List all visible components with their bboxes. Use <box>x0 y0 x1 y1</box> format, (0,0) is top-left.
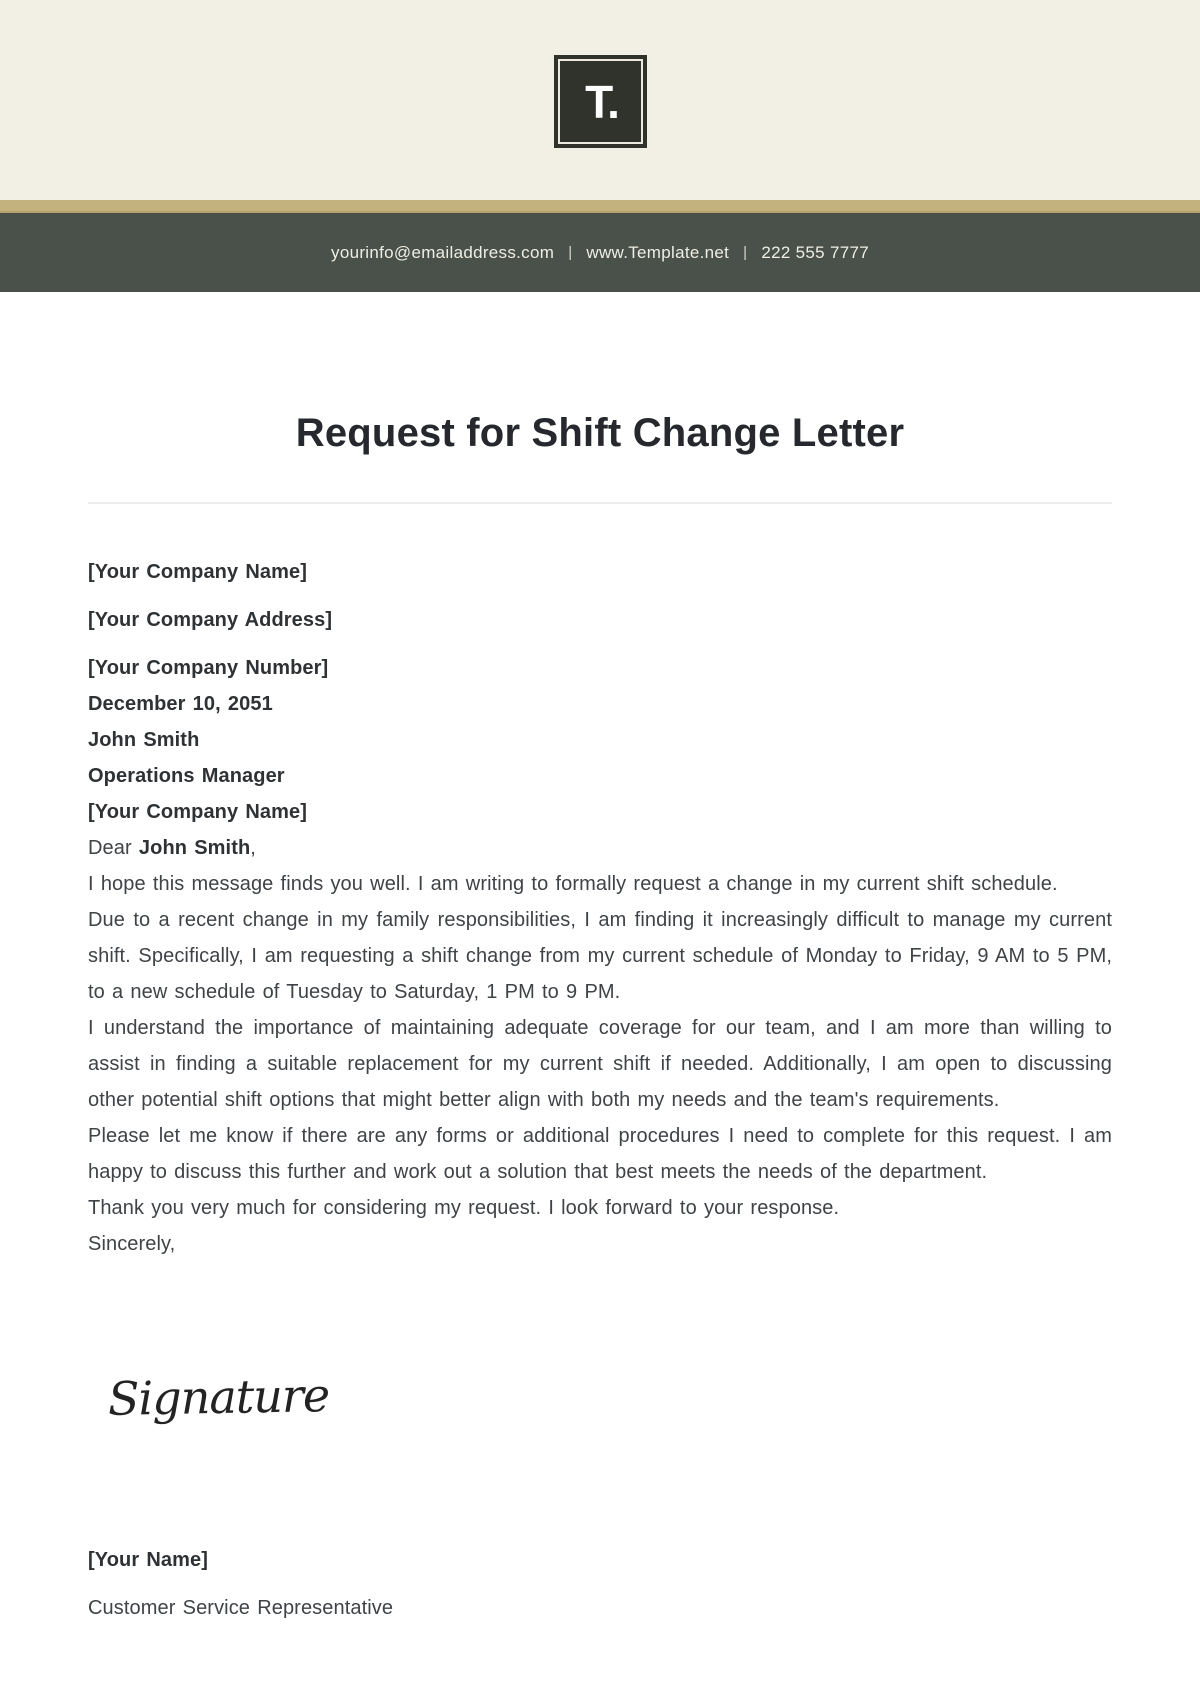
contact-separator: | <box>568 244 573 261</box>
company-number-placeholder: [Your Company Number] <box>88 657 329 679</box>
company-address-placeholder: [Your Company Address] <box>88 609 333 631</box>
recipient-block <box>88 686 1112 830</box>
page-title: Request for Shift Change Letter <box>295 411 905 455</box>
recipient-company: [Your Company Name] <box>88 801 308 823</box>
paragraph-2: Due to a recent change in my family responsibilities, I am finding it increasingly difficult to manage my current shift. Specifically, I am requesting a shift change from my current schedule of Monday to Friday, 9 AM to 5 PM, to a new schedule of Tuesday to Saturday, 1 PM to 9 PM. <box>88 909 1112 1003</box>
gold-divider-strip <box>0 200 1200 213</box>
contact-info <box>331 243 869 263</box>
contact-website: www.Template.net <box>586 242 730 262</box>
contact-band <box>0 213 1200 292</box>
contact-separator: | <box>743 244 748 261</box>
paragraph-4: Please let me know if there are any forms or additional procedures I need to complete for this request. I am happy to discuss this further and work out a solution that best meets the needs of the department. <box>88 1125 1112 1183</box>
paragraph-3: I understand the importance of maintaining adequate coverage for our team, and I am more than willing to assist in finding a suitable replacement for my current shift if needed. Additionally, I am open to discussing other potential shift options that might better align with both my needs and the team's requirements. <box>88 1017 1112 1111</box>
contact-email: yourinfo@emailaddress.com <box>331 242 555 262</box>
logo-monogram: T. <box>585 75 619 128</box>
signature-script: Signature <box>107 1368 330 1426</box>
salutation <box>88 830 1112 866</box>
contact-phone: 222 555 7777 <box>761 242 869 262</box>
letter-content <box>0 410 1200 1626</box>
letter-body <box>88 554 1112 1626</box>
signature-block <box>88 1367 1112 1427</box>
company-name-placeholder: [Your Company Name] <box>88 561 308 583</box>
recipient-title: Operations Manager <box>88 765 285 787</box>
company-header-block <box>88 554 1112 686</box>
cream-band <box>0 0 1200 200</box>
signer-name-placeholder: [Your Name] <box>88 1549 209 1571</box>
paragraph-1: I hope this message finds you well. I am writing to formally request a change in my current shift schedule. <box>88 873 1058 895</box>
title-divider <box>88 502 1112 504</box>
closing-word: Sincerely, <box>88 1233 176 1255</box>
letter-date: December 10, 2051 <box>88 693 273 715</box>
salutation-prefix: Dear <box>88 837 139 859</box>
letterhead <box>0 0 1200 292</box>
paragraph-5: Thank you very much for considering my request. I look forward to your response. <box>88 1197 840 1219</box>
signer-job-title: Customer Service Representative <box>88 1597 394 1619</box>
template-logo <box>554 55 647 148</box>
recipient-name: John Smith <box>88 729 200 751</box>
salutation-name: John Smith <box>138 837 251 859</box>
salutation-suffix: , <box>250 837 256 859</box>
